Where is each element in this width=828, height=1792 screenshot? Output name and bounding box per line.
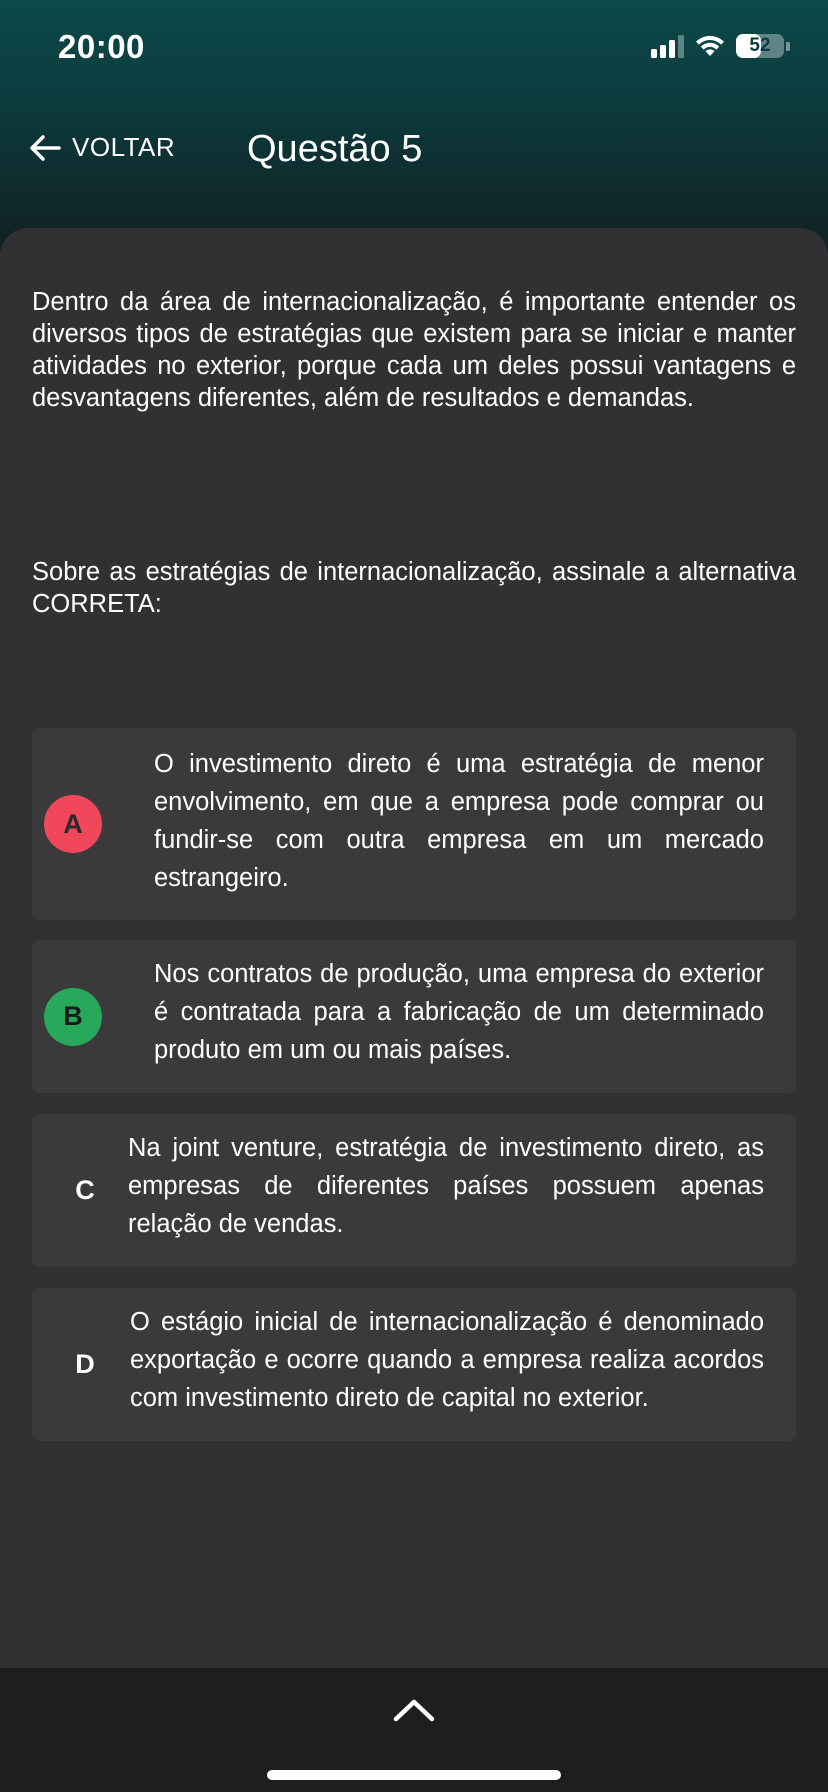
battery-cap: [786, 42, 790, 51]
back-button[interactable]: [28, 132, 175, 163]
option-d-letter: D: [75, 1349, 95, 1379]
page-title: Questão 5: [247, 128, 423, 170]
option-b-text: Nos contratos de produção, uma empresa do exterior é contratada para a fabricação de um determinado produto em um ou mais países.: [154, 960, 764, 1064]
option-c-letter: C: [75, 1175, 95, 1205]
question-sheet: [0, 228, 828, 1668]
option-b[interactable]: [32, 940, 796, 1093]
option-a-text: O investimento direto é uma estratégia de menor envolvimento, em que a empresa pode comprar ou fundir-se com outra empresa em um mercado estrangeiro.: [154, 750, 764, 892]
status-time: 20:00: [58, 28, 145, 65]
question-context: Dentro da área de internacionalização, é importante entender os diversos tipos de estratégias que existem para se iniciar e manter atividades no exterior, porque cada um deles possui vantagens e desvantagens diferentes, além de resultados e demandas.: [32, 288, 796, 412]
battery-level: 52: [749, 35, 771, 56]
chevron-up-icon: [392, 1697, 436, 1728]
expand-button[interactable]: [384, 1692, 444, 1732]
option-c-text: Na joint venture, estratégia de investimento direto, as empresas de diferentes países possuem apenas relação de vendas.: [128, 1134, 764, 1238]
question-prompt: Sobre as estratégias de internacionalização, assinale a alternativa CORRETA:: [32, 558, 796, 618]
app-header: [0, 120, 828, 190]
option-d-text: O estágio inicial de internacionalização é denominado exportação e ocorre quando a empresa realiza acordos com investimento direto de capital no exterior.: [130, 1308, 764, 1412]
battery-icon: [736, 34, 784, 58]
signal-icon: [651, 34, 684, 58]
option-a-badge: A: [44, 795, 102, 853]
wifi-icon: [694, 34, 726, 58]
status-icons: [651, 34, 790, 58]
home-indicator[interactable]: [267, 1770, 561, 1780]
option-a[interactable]: [32, 728, 796, 920]
option-d[interactable]: [32, 1288, 796, 1441]
option-b-badge: B: [44, 988, 102, 1046]
back-label: VOLTAR: [72, 132, 176, 162]
arrow-left-icon: [28, 133, 62, 163]
status-bar: [0, 0, 828, 100]
option-c[interactable]: [32, 1114, 796, 1267]
bottom-bar: [0, 1668, 828, 1792]
